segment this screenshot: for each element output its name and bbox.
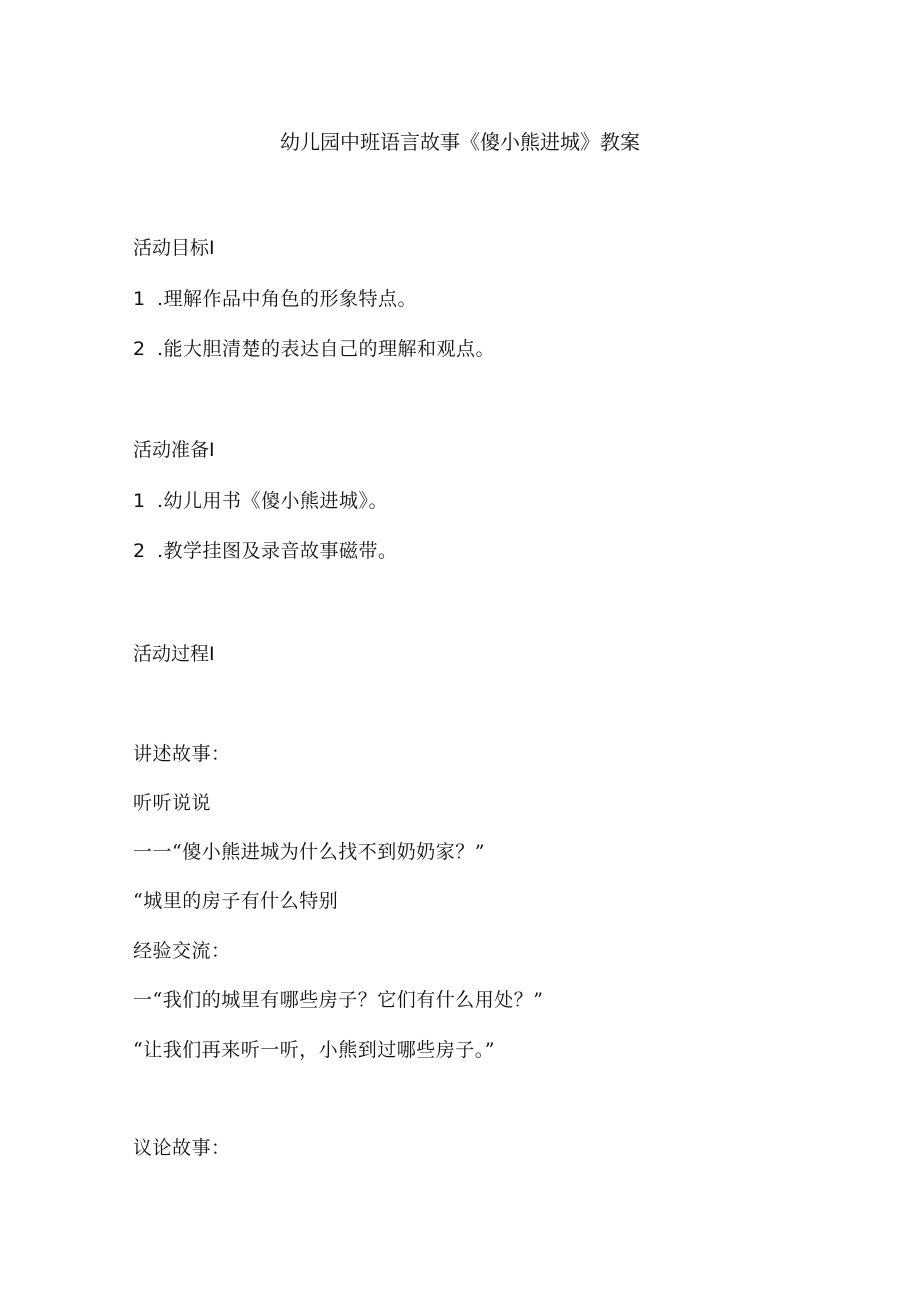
list-item (133, 335, 495, 363)
list-item (133, 487, 388, 515)
section-heading-goals: 活动目标I (133, 237, 215, 259)
process-line: 一“我们的城里有哪些房子？它们有什么用处？” (133, 989, 544, 1011)
process-line: 议论故事： (133, 1137, 231, 1159)
list-item (133, 285, 417, 313)
process-line: 听听说说 (133, 792, 212, 814)
section-heading-process: 活动过程I (133, 643, 215, 665)
list-item-number: 2 (133, 540, 146, 562)
list-item-number: 1 (133, 490, 146, 512)
list-item-text: .幼儿用书《傻小熊进城》。 (157, 490, 389, 512)
list-item (133, 537, 398, 565)
section-heading-preparation: 活动准备I (133, 439, 215, 461)
list-item-text: .能大胆清楚的表达自己的理解和观点。 (157, 338, 496, 360)
list-item-text: .教学挂图及录音故事磁带。 (157, 540, 398, 562)
process-line: 一一“傻小熊进城为什么找不到奶奶家？” (133, 841, 485, 863)
list-item-number: 1 (133, 288, 146, 310)
process-line: “城里的房子有什么特别 (133, 890, 339, 912)
document-title: 幼儿园中班语言故事《傻小熊进城》教案 (280, 130, 640, 154)
process-line: 经验交流： (133, 940, 231, 962)
process-line: 讲述故事： (133, 743, 231, 765)
process-line: “让我们再来听一听，小熊到过哪些房子。” (133, 1039, 495, 1061)
list-item-text: .理解作品中角色的形象特点。 (157, 288, 418, 310)
list-item-number: 2 (133, 338, 146, 360)
